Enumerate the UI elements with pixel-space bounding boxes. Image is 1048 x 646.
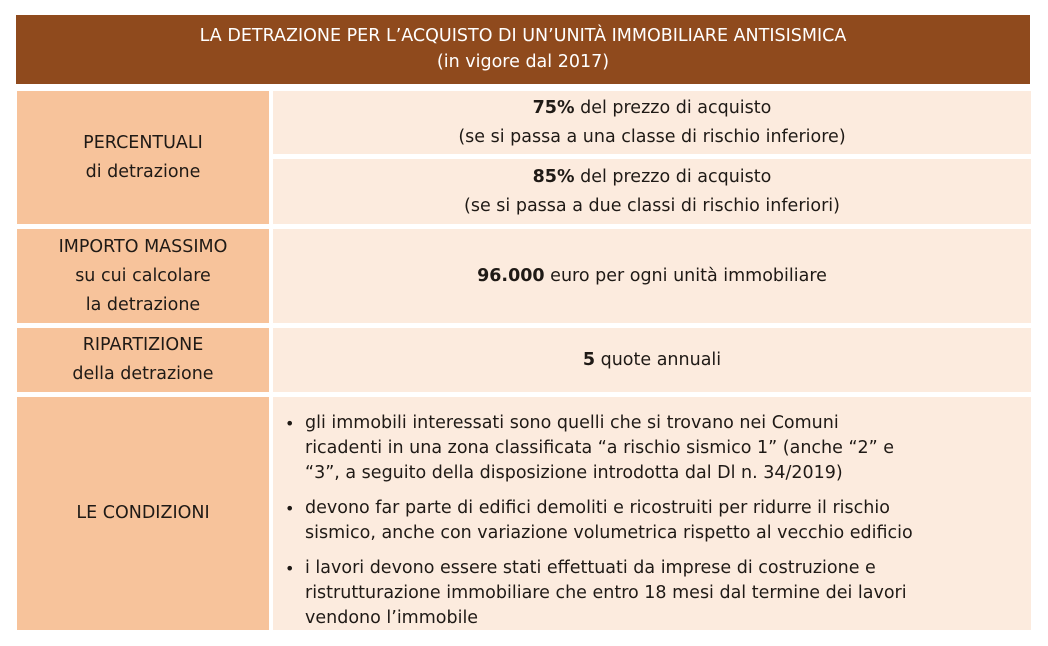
option-75-text: del prezzo di acquisto bbox=[580, 97, 772, 118]
condition-1-line-2: ricadenti in una zona classificata “a rischio sismico 1” (anche “2” e bbox=[305, 438, 895, 458]
condition-3-line-2: ristrutturazione immobiliare che entro 18 mesi dal termine dei lavori bbox=[305, 583, 907, 603]
condizioni-label-cell bbox=[17, 397, 269, 630]
option-85-text: del prezzo di acquisto bbox=[580, 166, 772, 187]
condition-item bbox=[285, 411, 1021, 486]
condition-1-line-3: “3”, a seguito della disposizione introdotta dal Dl n. 34/2019) bbox=[305, 463, 843, 483]
condition-1-line-1: gli immobili interessati sono quelli che si trovano nei Comuni bbox=[305, 413, 839, 433]
ripartizione-label-cell bbox=[17, 328, 269, 392]
ripartizione-text: quote annuali bbox=[600, 349, 722, 370]
condizioni-label: LE CONDIZIONI bbox=[76, 503, 210, 523]
percentuali-label-cell bbox=[17, 91, 269, 224]
importo-label-cell bbox=[17, 229, 269, 323]
condition-3-line-3: vendono l’immobile bbox=[305, 608, 479, 628]
percentuali-label: PERCENTUALI bbox=[83, 132, 203, 153]
percentuali-option-75-cell bbox=[273, 91, 1031, 154]
condition-2-line-2: sismico, anche con variazione volumetrica rispetto al vecchio edificio bbox=[305, 523, 913, 543]
percentuali-sublabel: di detrazione bbox=[85, 161, 201, 182]
importo-amount: 96.000 bbox=[477, 265, 545, 286]
table-subtitle: (in vigore dal 2017) bbox=[436, 52, 610, 72]
percentuali-option-85-cell bbox=[273, 159, 1031, 224]
condition-2-line-1: devono far parte di edifici demoliti e ricostruiti per ridurre il rischio bbox=[305, 498, 890, 518]
importo-label: IMPORTO MASSIMO bbox=[58, 236, 228, 257]
ripartizione-sublabel: della detrazione bbox=[72, 364, 214, 384]
option-85-line bbox=[533, 163, 772, 192]
condizioni-value-cell bbox=[273, 397, 1031, 630]
ripartizione-label: RIPARTIZIONE bbox=[82, 335, 204, 355]
table-title: LA DETRAZIONE PER L’ACQUISTO DI UN’UNITÀ IMMOBILIARE ANTISISMICA bbox=[199, 26, 847, 46]
importo-sublabel-2: la detrazione bbox=[85, 294, 201, 315]
ripartizione-value-line bbox=[583, 346, 721, 375]
ripartizione-value-cell bbox=[273, 328, 1031, 392]
importo-text: euro per ogni unità immobiliare bbox=[550, 265, 827, 286]
option-85-percent: 85% bbox=[532, 166, 575, 187]
condition-item bbox=[285, 496, 1021, 546]
bullet-icon: • bbox=[285, 499, 295, 518]
option-85-note: (se si passa a due classi di rischio inferiori) bbox=[464, 195, 840, 216]
table-header bbox=[16, 15, 1030, 84]
bullet-icon: • bbox=[285, 414, 295, 433]
importo-value-line bbox=[477, 262, 827, 291]
condition-item bbox=[285, 556, 1021, 631]
option-75-line bbox=[533, 94, 772, 123]
option-75-percent: 75% bbox=[532, 97, 575, 118]
option-75-note: (se si passa a una classe di rischio inferiore) bbox=[458, 126, 846, 147]
ripartizione-count: 5 bbox=[582, 349, 596, 370]
bullet-icon: • bbox=[285, 559, 295, 578]
importo-value-cell bbox=[273, 229, 1031, 323]
importo-sublabel-1: su cui calcolare bbox=[75, 265, 211, 286]
condition-3-line-1: i lavori devono essere stati effettuati da imprese di costruzione e bbox=[305, 558, 876, 578]
